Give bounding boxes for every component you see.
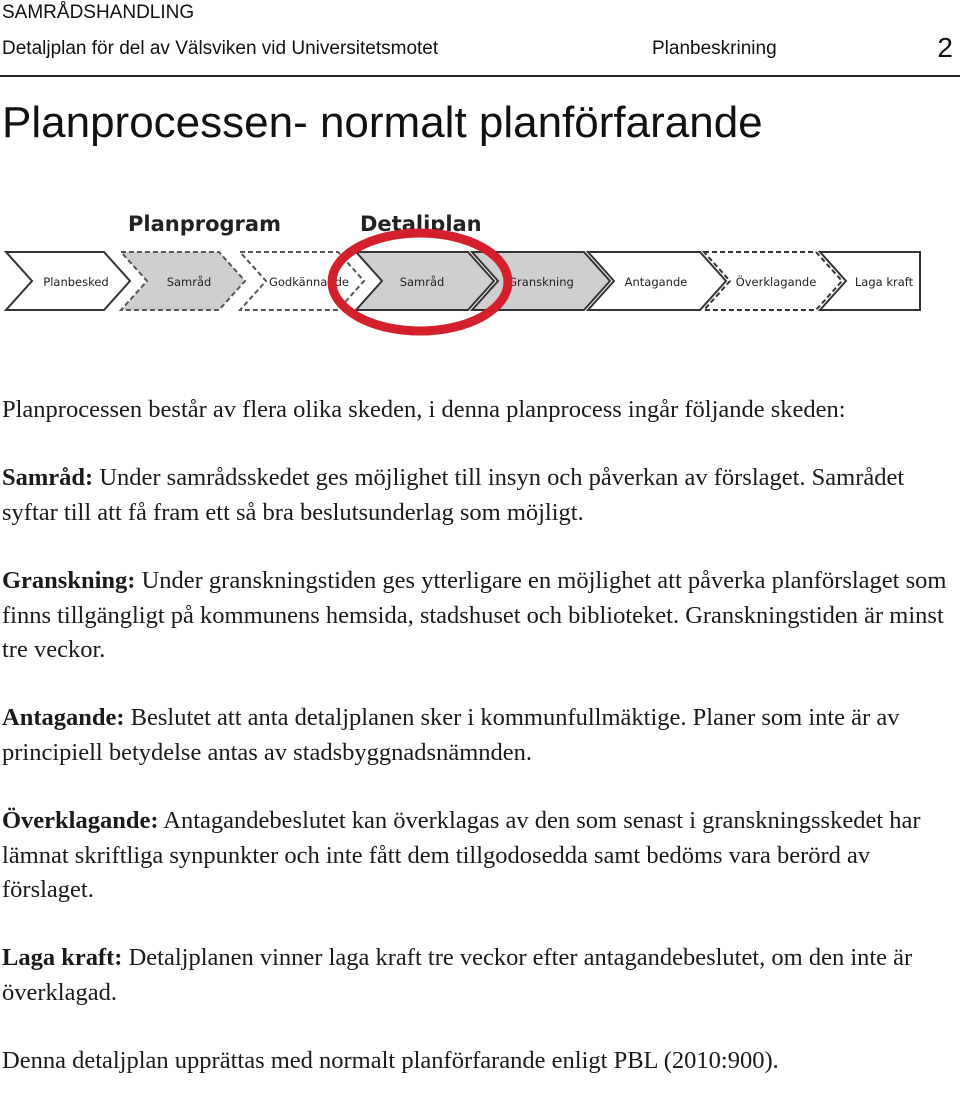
stage-description: Antagandebeslutet kan överklagas av den som senast i granskningsskedet har lämnat skriftliga synpunkter och inte fått dem tillgodosedda samt bedöms vara berörd av förslaget. bbox=[2, 807, 921, 904]
svg-text:Laga kraft: Laga kraft bbox=[854, 275, 914, 289]
process-step-planbesked bbox=[6, 252, 130, 310]
svg-text:Samråd: Samråd bbox=[399, 275, 445, 289]
intro-paragraph: Planprocessen består av flera olika skeden, i denna planprocess ingår följande skeden: bbox=[2, 396, 846, 423]
svg-text:Godkännande: Godkännande bbox=[268, 275, 350, 289]
group-label-planprogram: Planprogram bbox=[128, 212, 281, 236]
page-number: 2 bbox=[937, 32, 953, 63]
svg-text:Överklagande: Överklagande bbox=[735, 275, 817, 289]
body-text bbox=[2, 393, 957, 1113]
stage-label: Antagande: bbox=[2, 704, 125, 732]
document-subtitle: Detaljplan för del av Välsviken vid Universitetsmotet bbox=[2, 38, 439, 59]
svg-text:Planbesked: Planbesked bbox=[43, 275, 109, 289]
stage-label: Laga kraft: bbox=[2, 944, 123, 972]
process-step-samrad bbox=[356, 252, 494, 310]
svg-text:Antagande: Antagande bbox=[624, 275, 688, 289]
page-title: Planprocessen- normalt planförfarande bbox=[2, 98, 763, 147]
stage-description: Under granskningstiden ges ytterligare en möjlighet att påverka planförslaget som finns tillgängligt på kommunens hemsida, stadshuset och biblioteket. Granskningstiden är minst tre veckor. bbox=[2, 567, 947, 664]
stage-description: Detaljplanen vinner laga kraft tre veckor efter antagandebeslutet, om den inte är överklagad. bbox=[2, 944, 913, 1006]
header-row bbox=[2, 32, 957, 66]
stage-laga-kraft bbox=[2, 941, 957, 1010]
stage-overklagande bbox=[2, 804, 957, 907]
stage-label: Samråd: bbox=[2, 464, 94, 492]
process-step-samrad-program bbox=[121, 252, 245, 310]
stage-granskning bbox=[2, 564, 957, 667]
stage-label: Överklagande: bbox=[2, 807, 159, 835]
stage-label: Granskning: bbox=[2, 567, 136, 595]
stage-samrad bbox=[2, 461, 957, 530]
stage-description: Under samrådsskedet ges möjlighet till insyn och påverkan av förslaget. Samrådet syftar till att få fram ett så bra beslutsunderlag som möjligt. bbox=[2, 464, 905, 526]
plan-process-diagram bbox=[0, 205, 960, 345]
section-name: Planbeskrining bbox=[652, 38, 777, 59]
closing-paragraph: Denna detaljplan upprättas med normalt planförfarande enligt PBL (2010:900). bbox=[2, 1047, 779, 1075]
group-label-detaljplan: Detaljplan bbox=[360, 212, 482, 236]
header-divider bbox=[0, 75, 960, 77]
svg-text:Granskning: Granskning bbox=[508, 275, 574, 289]
document-type: SAMRÅDSHANDLING bbox=[2, 2, 195, 23]
stage-antagande bbox=[2, 701, 957, 770]
svg-text:Samråd: Samråd bbox=[166, 275, 212, 289]
stage-description: Beslutet att anta detaljplanen sker i kommunfullmäktige. Planer som inte är av principiell betydelse antas av stadsbyggnadsnämnden. bbox=[2, 704, 900, 766]
